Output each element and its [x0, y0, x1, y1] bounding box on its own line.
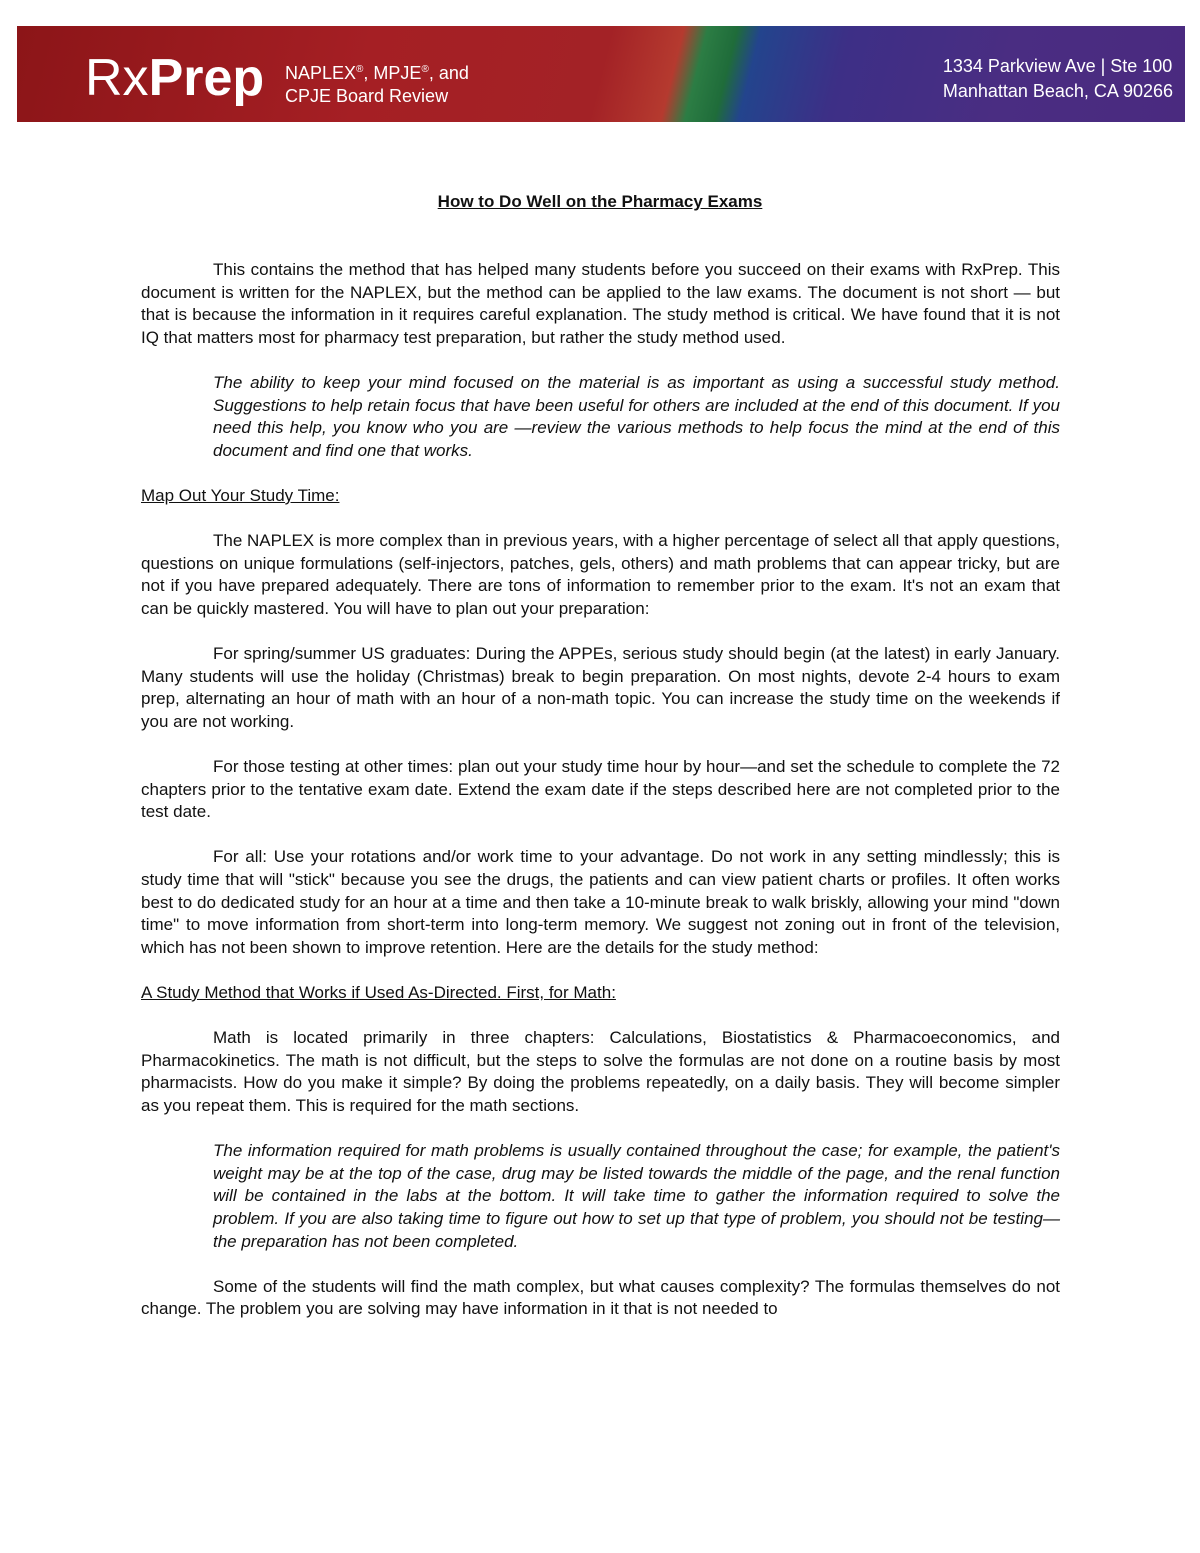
document-title: How to Do Well on the Pharmacy Exams — [437, 192, 763, 211]
header-banner — [17, 26, 1185, 122]
paragraph: For spring/summer US graduates: During the APPEs, serious study should begin (at the latest) in early January. Many students will use the holiday (Christmas) break to begin preparation. On most nights, devote 2-4 hours to exam prep, alternating an hour of math with an hour of a non-math topic. You can increase the study time on the weekends if you are not working. — [141, 644, 1060, 731]
tagline-line1 — [285, 58, 469, 85]
paragraph: The NAPLEX is more complex than in previous years, with a higher percentage of select all that apply questions, questions on unique formulations (self-injectors, patches, gels, others) and math problems that can appear tricky, but are not if you have prepared adequately. There are tons of information to remember prior to the exam. It's not an exam that can be quickly mastered. You will have to plan out your preparation: — [141, 531, 1060, 618]
address-line1: 1334 Parkview Ave | Ste 100 — [942, 56, 1173, 76]
tagline-naplex: NAPLEX — [285, 63, 357, 83]
address — [943, 54, 1173, 104]
paragraph: For all: Use your rotations and/or work time to your advantage. Do not work in any setting mindlessly; this is study time that will "stick" because you see the drugs, the patients and can view patient charts or profiles. It often works best to do dedicated study for an hour at a time and then take a 10-minute break to walk briskly, allowing your mind "down time" to move information from short-term into long-term memory. We suggest not zoning out in front of the television, which has not been shown to improve retention. Here are the details for the study method: — [141, 847, 1060, 957]
tagline-and: , and — [428, 63, 469, 83]
document-body — [141, 259, 1060, 1321]
paragraph: For those testing at other times: plan out your study time hour by hour—and set the schedule to complete the 72 chapters prior to the tentative exam date. Extend the exam date if the steps described here are not completed prior to the test date. — [141, 757, 1060, 822]
focus-note: The ability to keep your mind focused on the material is as important as using a successful study method. Suggestions to help retain focus that have been useful for others are included at the end of this document. If you need this help, you know who you are —review the various methods to help focus the mind at the end of this document and find one that works. — [213, 372, 1060, 460]
section-heading-study-time: Map Out Your Study Time: — [141, 485, 340, 505]
registered-mark: ® — [356, 64, 364, 75]
rxprep-logo — [85, 50, 264, 106]
logo-rx: Rx — [85, 49, 149, 107]
intro-paragraph: This contains the method that has helped many students before you succeed on their exams with RxPrep. This document is written for the NAPLEX, but the method can be applied to the law exams. The document is not short — but that is because the information in it requires careful explanation. The study method is critical. We have found that it is not IQ that matters most for pharmacy test preparation, but rather the study method used. — [141, 260, 1060, 347]
paragraph: Math is located primarily in three chapters: Calculations, Biostatistics & Pharmacoeconomics, and Pharmacokinetics. The math is not difficult, but the steps to solve the formulas are not done on a routine basis by most pharmacists. How do you make it simple? By doing the problems repeatedly, on a daily basis. They will become simpler as you repeat them. This is required for the math sections. — [141, 1028, 1060, 1115]
tagline-line2: CPJE Board Review — [285, 86, 449, 106]
logo-prep: Prep — [148, 49, 265, 107]
math-note: The information required for math problems is usually contained throughout the case; for example, the patient's weight may be at the top of the case, drug may be listed towards the middle of the page, and the renal function will be contained in the labs at the bottom. It will take time to gather the information required to solve the problem. If you are also taking time to figure out how to set up that type of problem, you should not be testing—the preparation has not been completed. — [213, 1141, 1060, 1251]
registered-mark: ® — [421, 64, 429, 75]
tagline-mpje: , MPJE — [363, 63, 422, 83]
tagline — [285, 58, 469, 108]
paragraph: Some of the students will find the math complex, but what causes complexity? The formulas themselves do not change. The problem you are solving may have information in it that is not needed to — [141, 1276, 1060, 1319]
address-line2: Manhattan Beach, CA 90266 — [942, 81, 1173, 101]
section-heading-study-method: A Study Method that Works if Used As-Directed. First, for Math: — [141, 983, 616, 1002]
